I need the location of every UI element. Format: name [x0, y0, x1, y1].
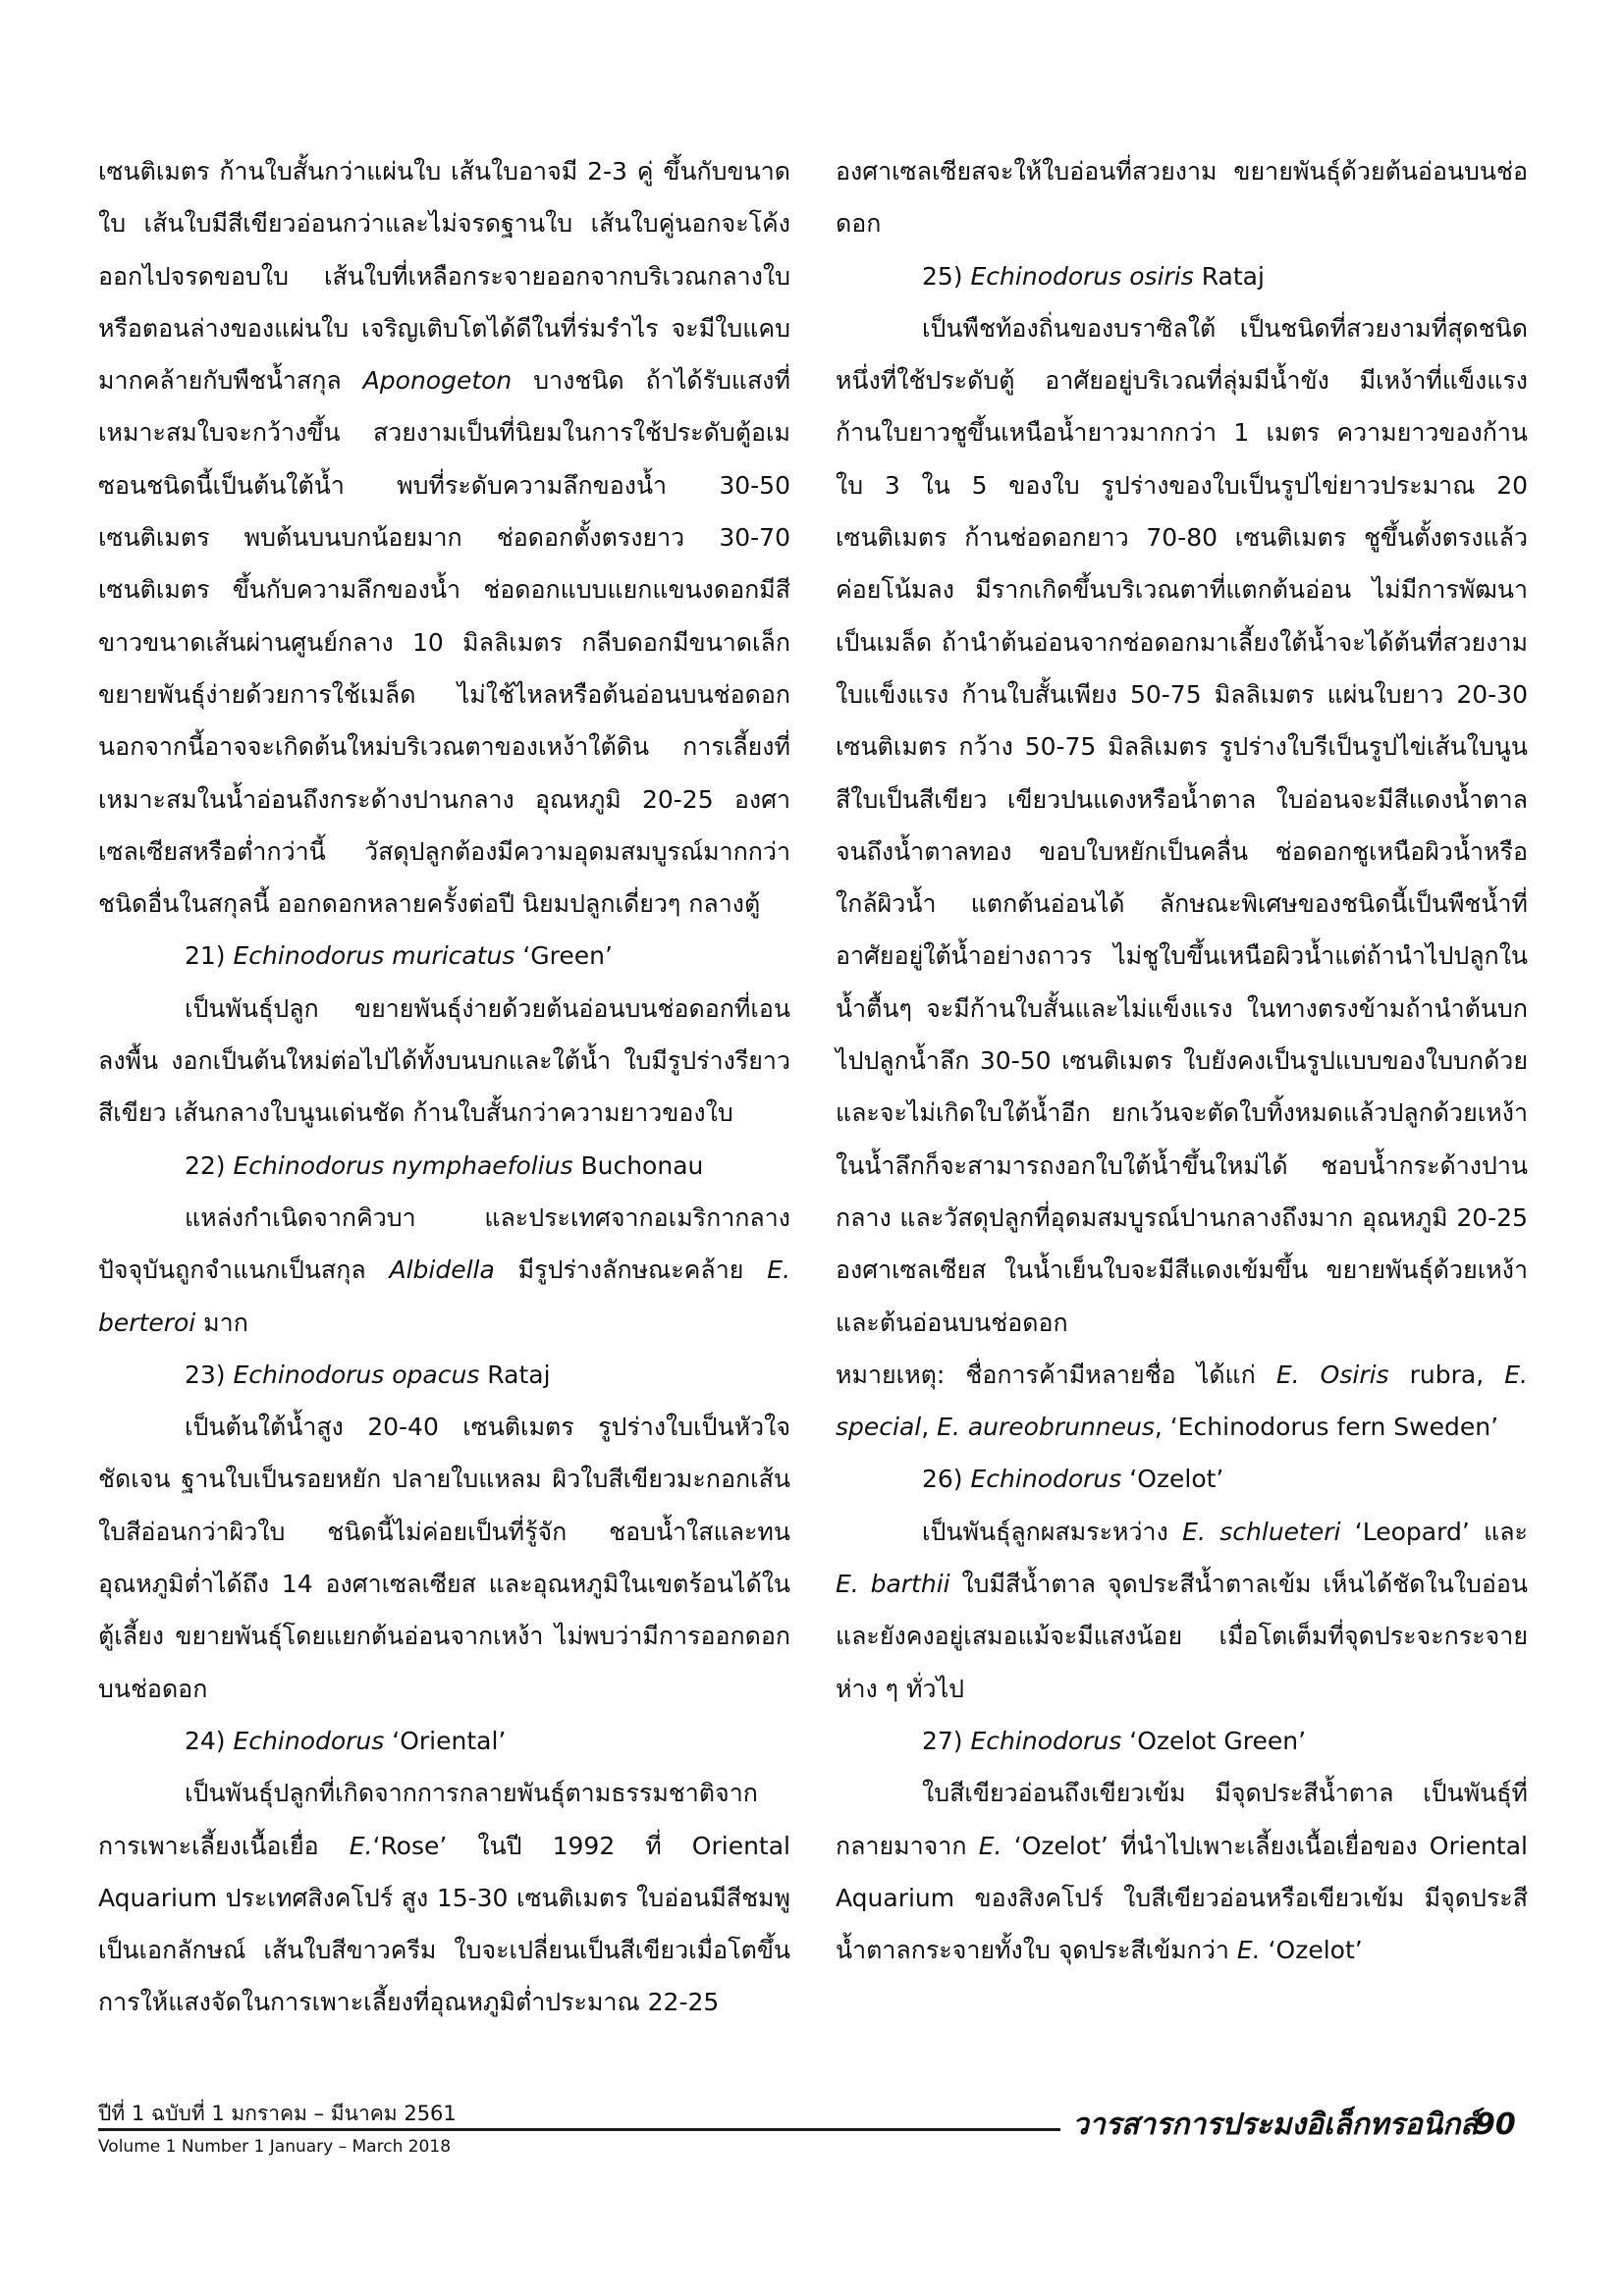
species-heading — [836, 1715, 1528, 1767]
footer-rule — [98, 2128, 1060, 2131]
body-paragraph — [98, 1401, 790, 1715]
body-paragraph — [98, 983, 790, 1140]
italic-text-run: Echinodorus opacus — [233, 1360, 480, 1389]
text-run: ใบสีเขียวอ่อนถึงเขียวเข้ม มีจุดประสีน้ำตาล เป็นพันธุ์ที่กลายมาจาก — [836, 1779, 1528, 1860]
text-run: ‘Ozelot’ ที่นำไปเพาะเลี้ยงเนื้อเยื่อของ Oriental Aquarium ของสิงคโปร์ ใบสีเขียวอ่อนหรือเขียวเข้ม มีจุดประสีน้ำตาลกระจายทั้งใบ จุดประสีเข้มกว่า — [836, 1831, 1528, 1965]
text-run: เป็นต้นใต้น้ำสูง 20-40 เซนติเมตร รูปร่างใบเป็นหัวใจชัดเจน ฐานใบเป็นรอยหยัก ปลายใบแหลม ผิวใบสีเขียวมะกอกเส้นใบสีอ่อนกว่าผิวใบ ชนิดนี้ไม่ค่อยเป็นที่รู้จัก ชอบน้ำใสและทนอุณหภูมิต่ำได้ถึง 14 องศาเซลเซียส และอุณหภูมิในเขตร้อนได้ในตู้เลี้ยง ขยายพันธุ์โดยแยกต้นอ่อนจากเหง้า ไม่พบว่ามีการออกดอกบนช่อดอก — [98, 1413, 790, 1703]
text-run: บางชนิด ถ้าได้รับแสงที่เหมาะสมใบจะกว้างขึ้น สวยงามเป็นที่นิยมในการใช้ประดับตู้อเมซอนชนิดนี้เป็นต้นใต้น้ำ พบที่ระดับความลึกของน้ำ 30-50 เซนติเมตร พบต้นบนบกน้อยมาก ช่อดอกตั้งตรงยาว 30-70 เซนติเมตร ขึ้นกับความลึกของน้ำ ช่อดอกแบบแยกแขนงดอกมีสีขาวขนาดเส้นผ่านศูนย์กลาง 10 มิลลิเมตร กลีบดอกมีขนาดเล็ก ขยายพันธุ์ง่ายด้วยการใช้เมล็ด ไม่ใช้ไหลหรือต้นอ่อนบนช่อดอก นอกจากนี้อาจจะเกิดต้นใหม่บริเวณตาของเหง้าใต้ดิน การเลี้ยงที่เหมาะสมในน้ำอ่อนถึงกระด้างปานกลาง อุณหภูมิ 20-25 องศาเซลเซียสหรือต่ำกว่านี้ วัสดุปลูกต้องมีความอุดมสมบูรณ์มากกว่าชนิดอื่นในสกุลนี้ ออกดอกหลายครั้งต่อปี นิยมปลูกเดี่ยวๆ กลางตู้ — [98, 366, 790, 919]
text-run: , ‘Echinodorus fern Sweden’ — [1154, 1413, 1499, 1442]
text-run: เป็นพันธุ์ลูกผสมระหว่าง — [922, 1517, 1183, 1546]
italic-text-run: Echinodorus — [970, 1465, 1122, 1494]
text-run: เป็นพันธุ์ปลูกที่เกิดจากการกลายพันธุ์ตามธรรมชาติจากการเพาะเลี้ยงเนื้อเยื่อ — [98, 1779, 758, 1860]
text-run: 24) — [185, 1726, 234, 1755]
italic-text-run: E. Osiris — [1275, 1360, 1389, 1389]
text-run: ‘Oriental’ — [384, 1726, 507, 1755]
text-run: Buchonau — [572, 1150, 704, 1180]
text-run: มีรูปร่างลักษณะคล้าย — [494, 1255, 768, 1285]
text-run: 27) — [922, 1726, 971, 1755]
body-paragraph — [836, 1506, 1528, 1715]
species-heading — [98, 1349, 790, 1401]
italic-text-run: Echinodorus nymphaefolius — [233, 1150, 573, 1180]
text-run: 21) — [185, 941, 234, 971]
right-column — [836, 145, 1528, 1976]
footer-issue-thai: ปีที่ 1 ฉบับที่ 1 มกราคม – มีนาคม 2561 — [98, 2102, 457, 2125]
body-paragraph — [98, 1192, 790, 1349]
body-paragraph — [98, 145, 790, 930]
italic-text-run: E. special — [836, 1360, 1528, 1442]
text-run: 25) — [922, 261, 971, 291]
italic-text-run: E. — [978, 1831, 1002, 1860]
page-number: 90 — [1475, 2108, 1516, 2142]
footer-issue-english: Volume 1 Number 1 January – March 2018 — [98, 2137, 452, 2157]
text-run: 23) — [185, 1360, 234, 1389]
italic-text-run: Echinodorus muricatus — [233, 941, 515, 971]
text-run: ‘Leopard’ และ — [1340, 1517, 1528, 1546]
species-heading — [98, 930, 790, 982]
species-heading — [98, 1715, 790, 1767]
italic-text-run: E. aureobrunneus — [937, 1413, 1155, 1442]
italic-text-run: Aponogeton — [362, 366, 513, 396]
text-run: เป็นพันธุ์ปลูก ขยายพันธุ์ง่ายด้วยต้นอ่อนบนช่อดอกที่เอนลงพื้น งอกเป็นต้นใหม่ต่อไปได้ทั้งบนบกและใต้น้ำ ใบมีรูปร่างรียาวสีเขียว เส้นกลางใบนูนเด่นชัด ก้านใบสั้นกว่าความยาวของใบ — [98, 993, 790, 1128]
text-run: เป็นพืชท้องถิ่นของบราซิลใต้ เป็นชนิดที่สวยงามที่สุดชนิดหนึ่งที่ใช้ประดับตู้ อาศัยอยู่บริเวณที่ลุ่มมีน้ำขัง มีเหง้าที่แข็งแรง ก้านใบยาวชูขึ้นเหนือน้ำยาวมากกว่า 1 เมตร ความยาวของก้านใบ 3 ใน 5 ของใบ รูปร่างของใบเป็นรูปไข่ยาวประมาณ 20 เซนติเมตร ก้านช่อดอกยาว 70-80 เซนติเมตร ชูขึ้นตั้งตรงแล้วค่อยโน้มลง มีรากเกิดขึ้นบริเวณตาที่แตกต้นอ่อน ไม่มีการพัฒนาเป็นเมล็ด ถ้านำต้นอ่อนจากช่อดอกมาเลี้ยงใต้น้ำจะได้ต้นที่สวยงามใบแข็งแรง ก้านใบสั้นเพียง 50-75 มิลลิเมตร แผ่นใบยาว 20-30 เซนติเมตร กว้าง 50-75 มิลลิเมตร รูปร่างใบรีเป็นรูปไข่เส้นใบนูน สีใบเป็นสีเขียว เขียวปนแดงหรือน้ำตาล ใบอ่อนจะมีสีแดงน้ำตาลจนถึงน้ำตาลทอง ขอบใบหยักเป็นคลื่น ช่อดอกชูเหนือผิวน้ำหรือใกล้ผิวน้ำ แตกต้นอ่อนได้ ลักษณะพิเศษของชนิดนี้เป็นพืชน้ำที่อาศัยอยู่ใต้น้ำอย่างถาวร ไม่ชูใบขึ้นเหนือผิวน้ำแต่ถ้านำไปปลูกในน้ำตื้นๆ จะมีก้านใบสั้นและไม่แข็งแรง ในทางตรงข้ามถ้านำต้นบกไปปลูกน้ำลึก 30-50 เซนติเมตร ใบยังคงเป็นรูปแบบของใบบกด้วย และจะไม่เกิดใบใต้น้ำอีก ยกเว้นจะตัดใบทิ้งหมดแล้วปลูกด้วยเหง้าในน้ำลึกก็จะสามารถงอกใบใต้น้ำขึ้นใหม่ได้ ชอบน้ำกระด้างปานกลาง และวัสดุปลูกที่อุดมสมบูรณ์ปานกลางถึงมาก อุณหภูมิ 20-25 องศาเซลเซียส ในน้ำเย็นใบจะมีสีแดงเข้มขึ้น ขยายพันธุ์ด้วยเหง้า และต้นอ่อนบนช่อดอก — [836, 313, 1528, 1337]
body-paragraph — [836, 1767, 1528, 1976]
text-run: หมายเหตุ: ชื่อการค้ามีหลายชื่อ ได้แก่ — [836, 1360, 1276, 1389]
text-run: ‘Ozelot Green’ — [1121, 1726, 1307, 1755]
species-heading — [836, 250, 1528, 302]
species-heading — [98, 1140, 790, 1192]
italic-text-run: Echinodorus — [233, 1726, 385, 1755]
text-run: 26) — [922, 1465, 971, 1494]
body-paragraph — [98, 1767, 790, 2028]
text-run: มาก — [195, 1308, 248, 1337]
text-run: แหล่งกำเนิดจากคิวบา และประเทศจากอเมริกากลางปัจจุบันถูกจำแนกเป็นสกุล — [98, 1202, 790, 1285]
italic-text-run: Echinodorus — [970, 1726, 1122, 1755]
text-run: rubra, — [1388, 1360, 1505, 1389]
text-run: องศาเซลเซียสจะให้ใบอ่อนที่สวยงาม ขยายพันธุ์ด้วยต้นอ่อนบนช่อดอก — [836, 157, 1528, 239]
text-run: ‘Rose’ ในปี 1992 ที่ Oriental Aquarium ประเทศสิงคโปร์ สูง 15-30 เซนติเมตร ใบอ่อนมีสีชมพูเป็นเอกลักษณ์ เส้นใบสีขาวครีม ใบจะเปลี่ยนเป็นสีเขียวเมื่อโตขึ้น การให้แสงจัดในการเพาะเลี้ยงที่อุณหภูมิต่ำประมาณ 22-25 — [98, 1831, 791, 2017]
italic-text-run: E. schlueteri — [1182, 1517, 1341, 1546]
text-run: ‘Ozelot’ — [1121, 1465, 1224, 1494]
left-column — [98, 145, 790, 2029]
text-run: Rataj — [1193, 261, 1265, 291]
body-paragraph — [836, 302, 1528, 1349]
text-run: ‘Ozelot’ — [1260, 1936, 1363, 1965]
italic-text-run: Echinodorus osiris — [970, 261, 1194, 291]
text-run: ‘Green’ — [514, 941, 613, 971]
text-run: , — [921, 1413, 938, 1442]
note-paragraph — [836, 1349, 1528, 1454]
text-run: เซนติเมตร ก้านใบสั้นกว่าแผ่นใบ เส้นใบอาจมี 2-3 คู่ ขึ้นกับขนาดใบ เส้นใบมีสีเขียวอ่อนกว่าและไม่จรดฐานใบ เส้นใบคู่นอกจะโค้งออกไปจรดขอบใบ เส้นใบที่เหลือกระจายออกจากบริเวณกลางใบหรือตอนล่างของแผ่นใบ เจริญเติบโตได้ดีในที่ร่มรำไร จะมีใบแคบมากคล้ายกับพืชน้ำสกุล — [98, 157, 790, 396]
italic-text-run: E. — [349, 1831, 373, 1860]
italic-text-run: E. berteroi — [98, 1255, 790, 1337]
italic-text-run: E. barthii — [836, 1570, 950, 1599]
italic-text-run: Albidella — [389, 1255, 495, 1285]
italic-text-run: E. — [1236, 1936, 1261, 1965]
species-heading — [836, 1453, 1528, 1505]
text-run: Rataj — [479, 1360, 551, 1389]
body-paragraph — [836, 145, 1528, 250]
text-run: 22) — [185, 1150, 234, 1180]
footer-journal-title: วารสารการประมงอิเล็กทรอนิกส์ — [1072, 2108, 1479, 2142]
text-run: ใบมีสีน้ำตาล จุดประสีน้ำตาลเข้ม เห็นได้ชัดในใบอ่อนและยังคงอยู่เสมอแม้จะมีแสงน้อย เมื่อโตเต็มที่จุดประจะกระจายห่าง ๆ ทั่วไป — [836, 1570, 1528, 1703]
